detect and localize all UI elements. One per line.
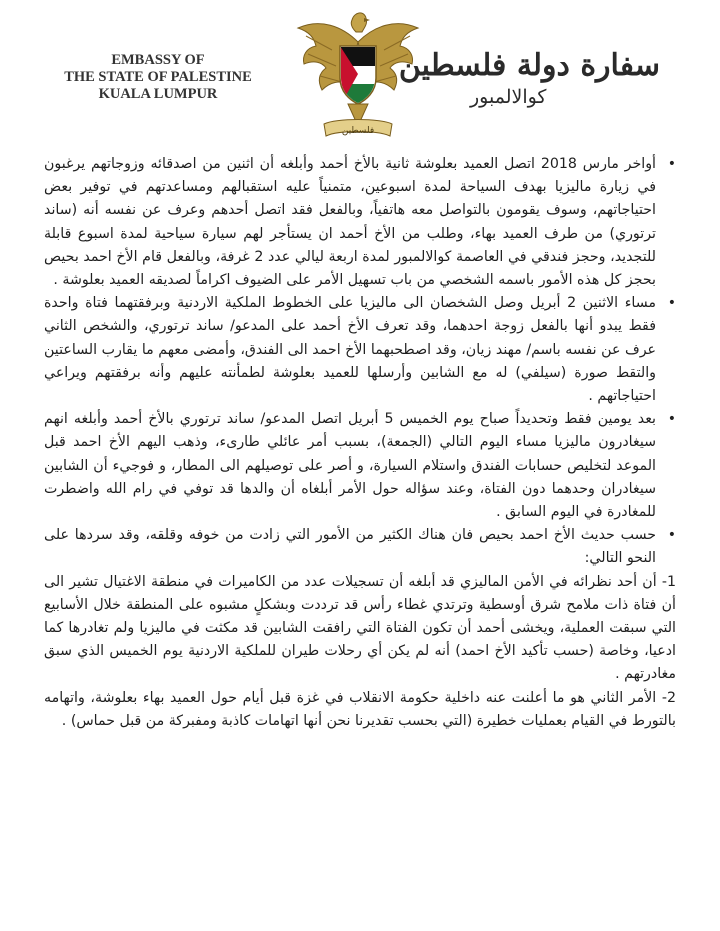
bullet-paragraph-3: • بعد يومين فقط وتحديداً صباح يوم الخميس 5 أبريل اتصل المدعو/ ساند ترتوري بالأخ أحمد وأبلغه انهم سيغادرون ماليزيا مساء اليوم التالي (الجمعة)، بسبب أمر عائلي طارىء، وذهب اليهم الأخ احمد قبل الموعد لتخليص حسابات الفندق واستلام السيارة، و أصر على توصيلهم الى المطار، و فوجيء أن الشابين سيغادران وحدهما دون الفتاة، وعند سؤاله حول الأمر أبلغاه أن والدها قد توفي في رام الله واضطرت للمغادرة في اليوم السابق .: [44, 408, 656, 524]
bullet-paragraph-2: • مساء الاثنين 2 أبريل وصل الشخصان الى ماليزيا على الخطوط الملكية الاردنية وبرفقتهما فتاة واحدة فقط يبدو أنها بالفعل زوجة احدهما، وقد تعرف الأخ أحمد على المدعو/ ساند ترتوري، والشخص الثاني عرف عن نفسه باسم/ مهند زيان، وقد اصطحبهما الأخ احمد الى الفندق، وأمضى معهم ما يقارب الساعتين والتقط صورة (سيلفي) له مع الشابين وأرسلها للعميد بعلوشة لطمأنته عليهم وأنه برفقتهم ويراعي احتياجاتهم .: [44, 292, 656, 408]
numbered-paragraph-text: أن أحد نظرائه في الأمن الماليزي قد أبلغه أن تسجيلات عدد من الكاميرات في منطقة الاغتيال تشير الى أن فتاة ذات ملامح شرق أوسطية وترتدي غطاء رأس قد ترددت وبشكلٍ مشبوه على المنطقة خلال الأسابيع التي سبقت العملية، ويخشى أحمد أن تكون الفتاة التي رافقت الشابين قد مكثت في ماليزيا ولم تغادرها كما ادعيا، وخاصة (حسب تأكيد الأخ احمد) أنه لم يكن أي رحلات طيران للملكية الاردنية يوم الخميس الذي سبق مغادرتهم .: [44, 573, 676, 683]
embassy-english-line-1: EMBASSY OF: [111, 52, 205, 68]
letter-body: [44, 153, 676, 733]
embassy-arabic-title: سفارة دولة فلسطين: [398, 48, 660, 83]
paragraph-number: 2-: [661, 689, 676, 706]
bullet-paragraph-4: • حسب حديث الأخ احمد بحيص فان هناك الكثير من الأمور التي زادت من خوفه وقلقه، وقد سردها على النحو التالي:: [44, 524, 656, 570]
numbered-paragraph-1: [44, 571, 676, 687]
embassy-english-line-3: KUALA LUMPUR: [98, 86, 218, 102]
embassy-english-line-2: THE STATE OF PALESTINE: [64, 69, 252, 85]
emblem-caption: فلسطين: [341, 126, 375, 136]
numbered-paragraph-2: [44, 687, 676, 733]
embassy-arabic-name: [398, 48, 660, 108]
paragraph-number: 1-: [661, 573, 676, 590]
letterhead: [0, 0, 720, 150]
embassy-arabic-city: كوالالمبور: [470, 86, 547, 108]
bullet-paragraph-1: • أواخر مارس 2018 اتصل العميد بعلوشة ثانية بالأخ أحمد وأبلغه أن اثنين من اصدقائه وزوجاتهم يرغبون في زيارة ماليزيا بهدف السياحة لمدة اسبوعين، متمنياً عليه استقبالهم ومساعدتهم في توفير بعض احتياجاتهم، وسوف يقومون بالتواصل معه هاتفياً، وبالفعل فقد اتصل أحدهم وعرف عن نفسه أنه (ساند ترتوري) من طرف العميد بهاء، وطلب من الأخ أحمد ان يستأجر لهم سيارة سياحية لمدة اسبوع قابلة للتجديد، وحجز فندقي في العاصمة كوالالمبور لمدة اربعة ليالي عدد 2 غرفة، وبالفعل قام الأخ احمد بحيص بحجز كل هذه الأمور باسمه الشخصي من باب تسهيل الأمر على الضيوف اكراماً لصديقه العميد بعلوشة .: [44, 153, 656, 292]
numbered-paragraph-text: الأمر الثاني هو ما أعلنت عنه داخلية حكومة الانقلاب في غزة قبل أيام حول العميد بهاء بعلوشة، واتهامه بالتورط في القيام بعمليات خطيرة (التي بحسب تقديرنا نحن أنها اتهامات كاذبة ومفبركة من قبل حماس) .: [44, 689, 676, 729]
embassy-english-name: [58, 52, 258, 103]
